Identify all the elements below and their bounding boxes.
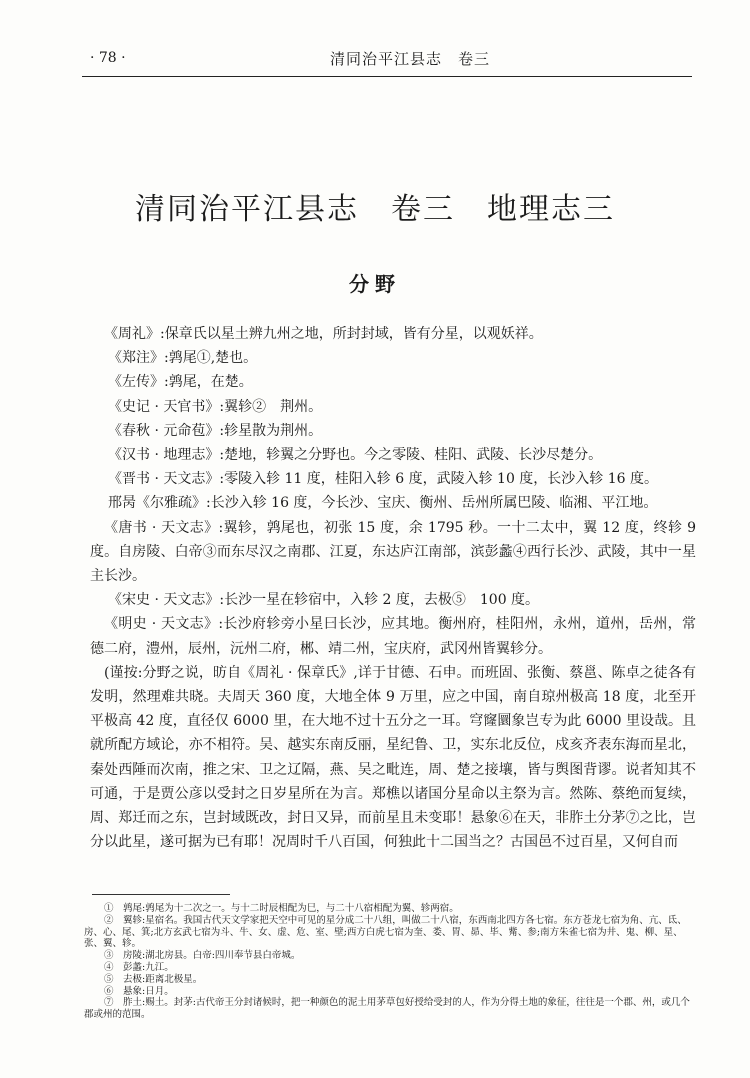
footnote: ③ 房陵:湖北房县。白帝:四川奉节县白帝城。: [104, 950, 301, 962]
section-heading: 分野: [349, 272, 401, 296]
footnote: ② 翼轸:星宿名。我国古代天文学家把天空中可见的星分成二十八组，叫做二十八宿，东西南北四方各七宿。东方苍龙七宿为角、亢、氐、房、心、尾、箕;北方玄武七宿为斗、牛、女、虚、危、室、壁;西方白虎七宿为奎、娄、胃、昴、毕、觜、参;南方朱雀七宿为井、鬼、柳、星、张、翼、轸。: [84, 914, 687, 950]
running-header: [80, 44, 680, 72]
paragraph: 《汉书 · 地理志》:楚地，轸翼之分野也。今之零陵、桂阳、武陵、长沙尽楚分。: [108, 447, 603, 464]
page-number: · 78 ·: [90, 50, 126, 66]
paragraph: 《宋史 · 天文志》:长沙一星在轸宿中，入轸 2 度，去极⑤ 100 度。: [108, 592, 540, 609]
footnote: ① 鹑尾:鹑尾为十二次之一。与十二时辰相配为巳，与二十八宿相配为翼、轸两宿。: [104, 903, 459, 914]
paragraph: (谨按:分野之说，昉自《周礼 · 保章氏》,详于甘德、石申。而班固、张衡、蔡邕、陈卓之徒各有发明，然理难共晓。夫周天 360 度，大地全体 9 万里，应之中国，南自琼州极高 18 度，北至开平极高 42 度，直径仅 6000 里，在大地不过十五分之一耳。穹窿圜象岂专为此 6000 里设哉。且就所配方域论，亦不相符。吴、越实东南反丽，星纪鲁、卫，实东北反位，戍亥齐表东海而星北，秦处西陲而次南，推之宋、卫之辽隔，燕、吴之毗连，周、楚之接壤，皆与舆图背谬。说者知其不可通，于是贾公彦以受封之日岁星所在为言。郑樵以诸国分星命以主祭为言。然陈、蔡绝而复续，周、郑迁而之东，岂封域既改，封日又异，而前星且未变耶！悬象⑥在天，非胙土分茅⑦之比，岂分以此星，遂可据为已有耶！况周时千八百国，何独此十二国当之？古国邑不过百星，又何自而: [90, 664, 696, 851]
paragraph: 《晋书 · 天文志》:零陵入轸 11 度，桂阳入轸 6 度，武陵入轸 10 度，长沙入轸 16 度。: [108, 471, 659, 488]
footnote: ⑤ 去极:距离北极星。: [104, 973, 203, 985]
chapter-title: 清同治平江县志 卷三 地理志三: [135, 192, 615, 227]
body-text: [90, 322, 696, 854]
footnote: ④ 彭蠡:九江。: [104, 961, 174, 973]
footnote: ⑥ 悬象:日月。: [104, 985, 174, 997]
paragraph: 《左传》:鹑尾，在楚。: [108, 374, 253, 391]
paragraph: 《史记 · 天官书》:翼轸② 荆州。: [108, 398, 323, 415]
footnotes: [84, 903, 694, 1021]
running-title: 清同治平江县志 卷三: [330, 50, 491, 68]
paragraph: 《郑注》:鹑尾①,楚也。: [108, 350, 258, 367]
header-rule: [82, 76, 692, 77]
paragraph: 《明史 · 天文志》:长沙府轸旁小星曰长沙，应其地。衡州府，桂阳州，永州，道州，岳州，常德二府，澧州，辰州，沅州二府，郴、靖二州，宝庆府，武冈州皆翼轸分。: [90, 616, 696, 657]
paragraph: 《周礼》:保章氏以星土辨九州之地，所封封域，皆有分星，以观妖祥。: [104, 326, 543, 342]
footnote-rule: [92, 894, 230, 895]
footnote: ⑦ 胙土:赐土。封茅:古代帝王分封诸候时，把一种颜色的泥土用茅草包好授给受封的人，作为分得土地的象征，往往是一个郡、州，或几个郡或州的范围。: [84, 997, 690, 1021]
paragraph: 邢昺《尔雅疏》:长沙入轸 16 度，今长沙、宝庆、衡州、岳州所属巴陵、临湘、平江地。: [108, 495, 658, 512]
paragraph: 《春秋 · 元命苞》:轸星散为荆州。: [108, 422, 323, 439]
paragraph: 《唐书 · 天文志》:翼轸，鹑尾也，初张 15 度，余 1795 秒。一十二太中，翼 12 度，终轸 9 度。自房陵、白帝③而东尽汉之南郡、江夏，东达庐江南部，滨彭蠡④西行长沙、武陵，其中一星主长沙。: [90, 519, 696, 585]
